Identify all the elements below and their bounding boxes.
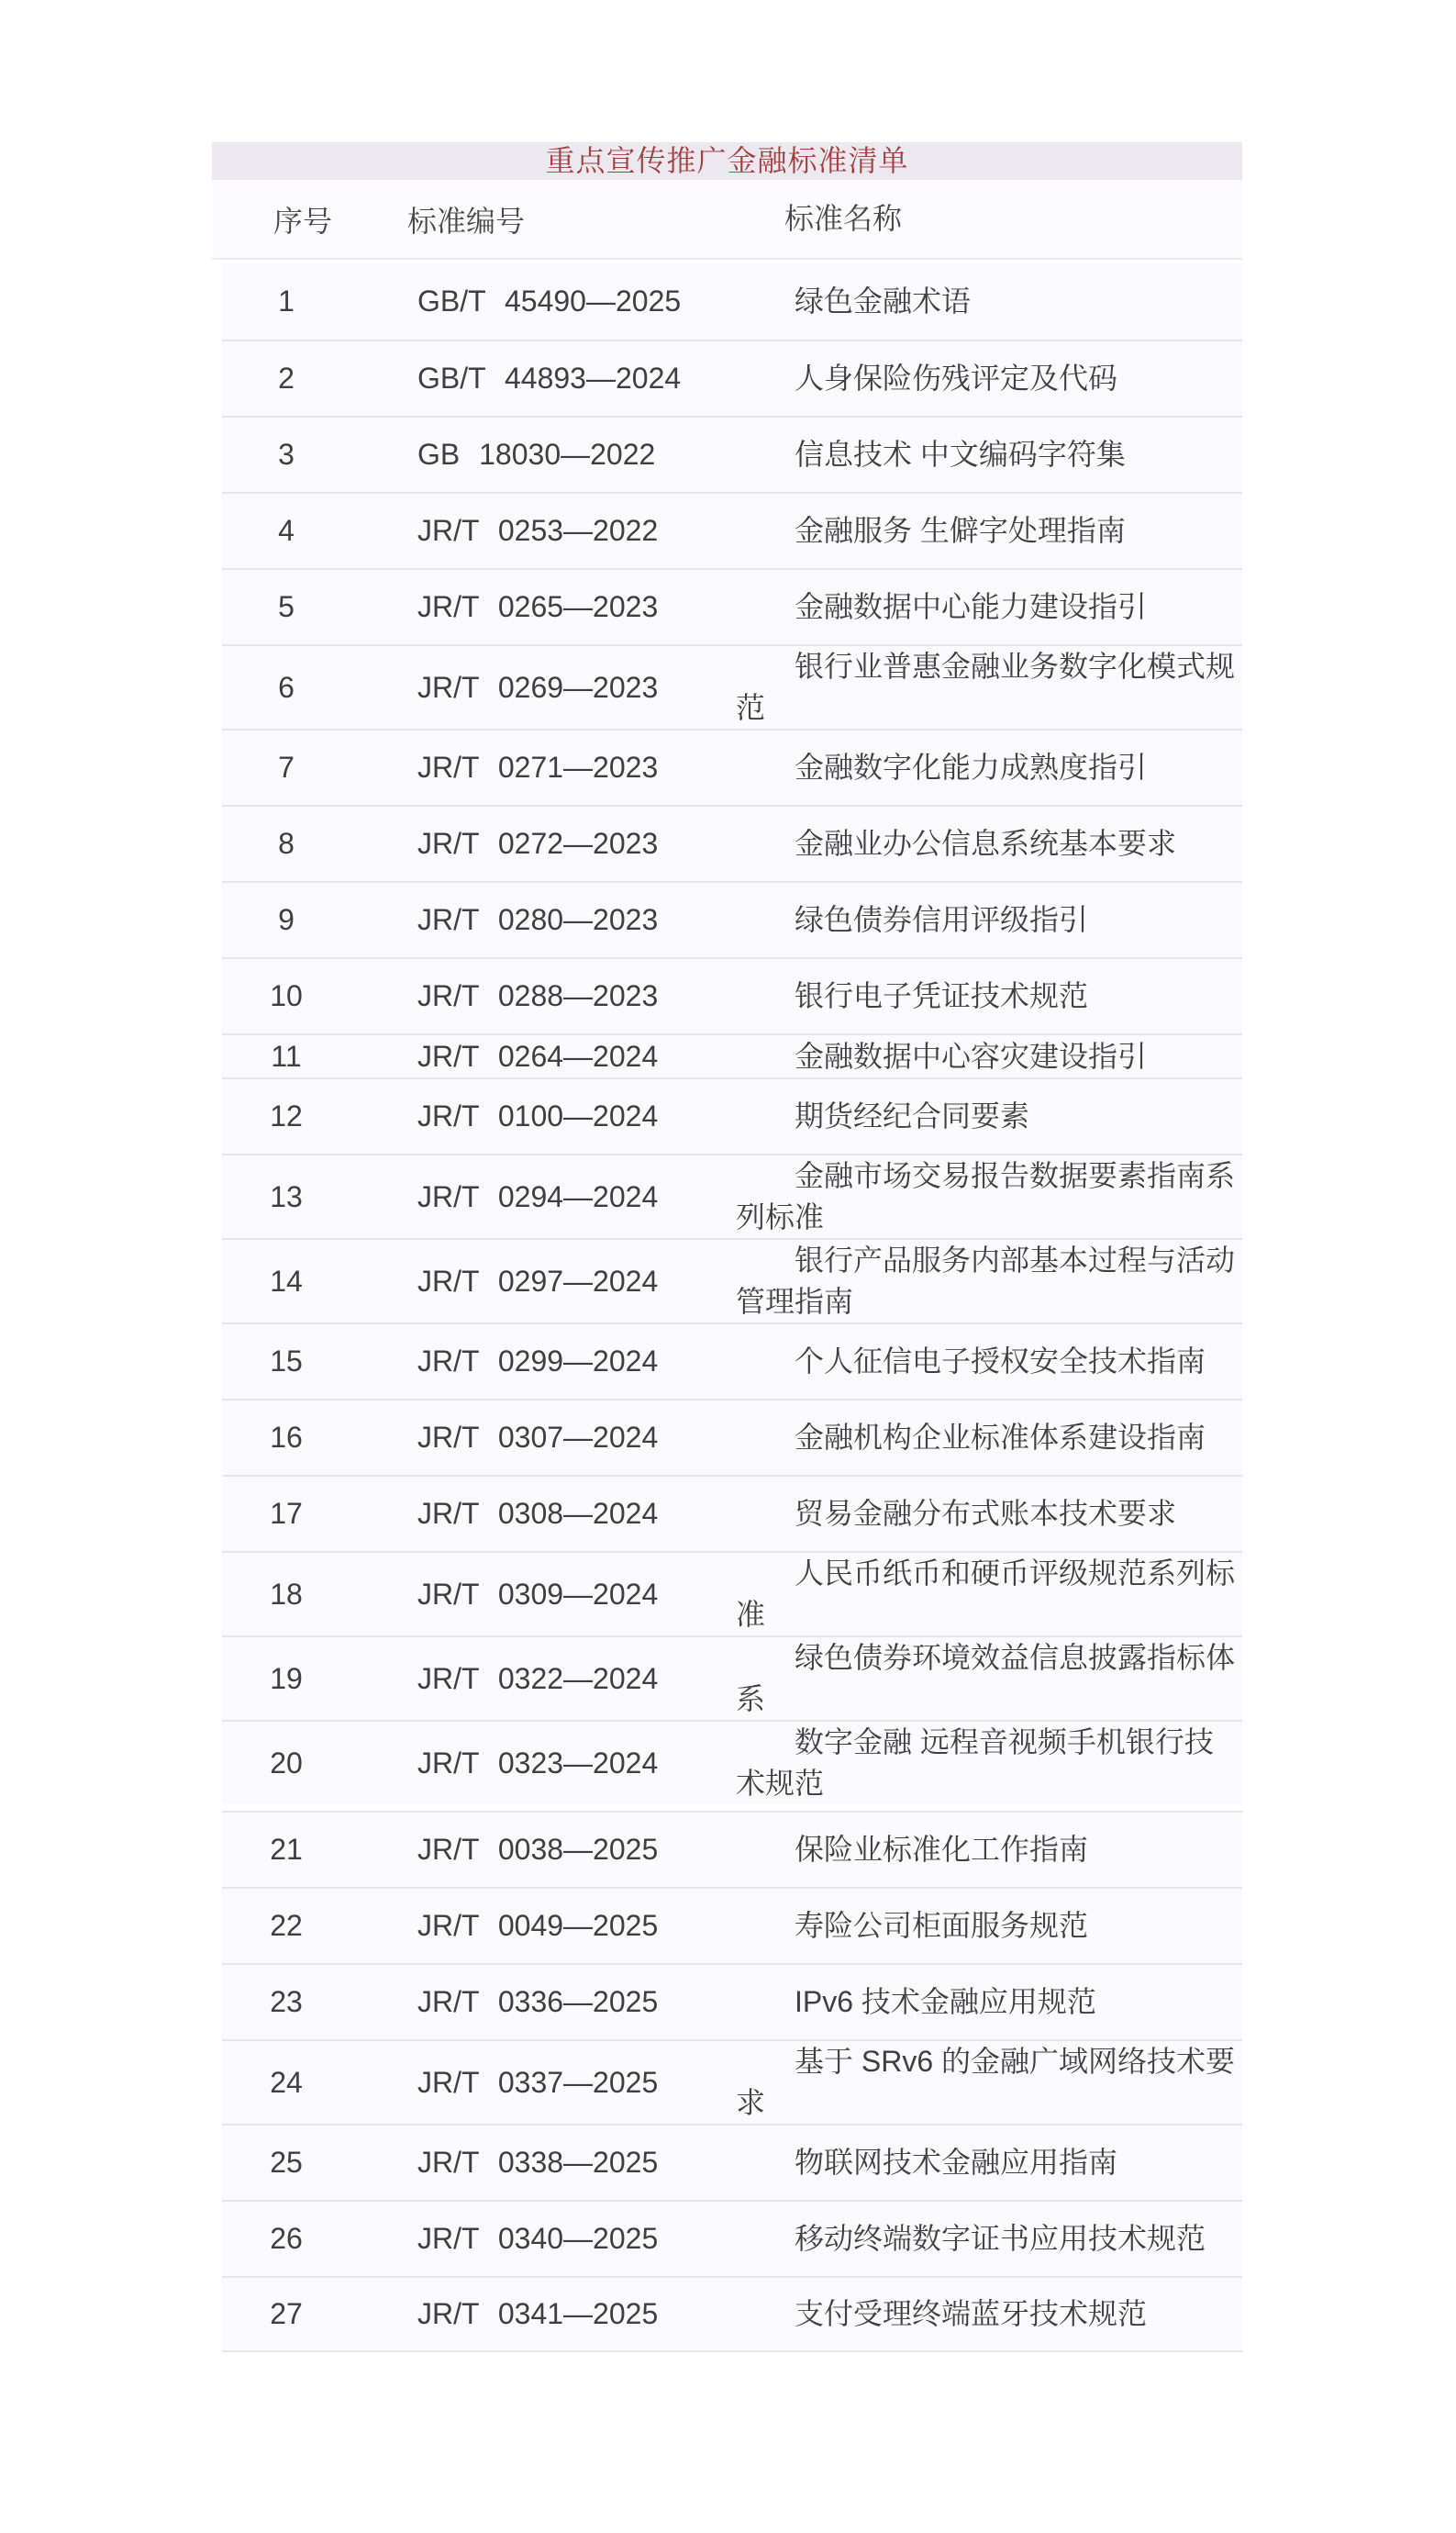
table-row: [222, 1963, 1242, 2039]
row-code-cell: JR/T 0297—2024: [417, 1264, 659, 1298]
row-name-cell: 移动终端数字证书应用技术规范: [795, 2222, 1206, 2255]
row-code-cell: JR/T 0049—2025: [417, 1909, 659, 1942]
row-index-cell: 27: [270, 2297, 303, 2330]
row-index-cell: 23: [270, 1985, 303, 2018]
row-code-cell: JR/T 0309—2024: [417, 1577, 659, 1611]
row-code-cell: JR/T 0265—2023: [417, 590, 659, 623]
row-name-cell: 金融市场交易报告数据要素指南系列标准: [736, 1159, 1236, 1233]
row-name-cell: 寿险公司柜面服务规范: [795, 1909, 1089, 1942]
row-name-cell: 信息技术 中文编码字符集: [795, 438, 1126, 471]
row-name-cell: 物联网技术金融应用指南: [795, 2146, 1118, 2179]
row-name-cell: 个人征信电子授权安全技术指南: [795, 1345, 1206, 1378]
row-index-cell: 19: [270, 1661, 303, 1695]
row-index-cell: 12: [270, 1099, 303, 1133]
row-name-cell: 人身保险伤残评定及代码: [795, 362, 1118, 395]
row-index-cell: 9: [278, 903, 295, 936]
row-code-cell: GB/T 45490—2025: [417, 285, 682, 318]
row-code-cell: GB 18030—2022: [417, 438, 656, 471]
row-index-cell: 14: [270, 1264, 303, 1298]
row-code-cell: JR/T 0338—2025: [417, 2146, 659, 2179]
table-row: [222, 1033, 1242, 1077]
row-code-cell: JR/T 0038—2025: [417, 1833, 659, 1866]
table-header-row: [212, 180, 1242, 260]
row-code-cell: JR/T 0308—2024: [417, 1497, 659, 1530]
table-row: [222, 1720, 1242, 1804]
row-index-cell: 26: [270, 2222, 303, 2255]
row-name-cell: 绿色金融术语: [795, 285, 972, 318]
table-row: [222, 957, 1242, 1033]
row-name-cell: 数字金融 远程音视频手机银行技术规范: [736, 1725, 1214, 1800]
column-header-name: 标准名称: [784, 202, 903, 235]
table-row: [222, 2039, 1242, 2124]
row-index-cell: 2: [278, 362, 295, 395]
row-name-cell: 贸易金融分布式账本技术要求: [795, 1497, 1177, 1530]
row-code-cell: JR/T 0322—2024: [417, 1661, 659, 1695]
column-header-code: 标准编号: [407, 204, 526, 238]
row-code-cell: JR/T 0271—2023: [417, 751, 659, 784]
table-row: [222, 1399, 1242, 1475]
row-name-cell: 银行产品服务内部基本过程与活动管理指南: [736, 1244, 1236, 1318]
table-row: [222, 1475, 1242, 1551]
row-name-cell: 金融数据中心容灾建设指引: [795, 1039, 1148, 1073]
row-code-cell: JR/T 0340—2025: [417, 2222, 659, 2255]
table-row: [222, 2200, 1242, 2276]
table-row: [222, 568, 1242, 644]
table-row: [222, 1811, 1242, 1887]
table-row: [222, 416, 1242, 492]
row-name-cell: 绿色债券信用评级指引: [795, 903, 1089, 936]
row-index-cell: 25: [270, 2146, 303, 2179]
row-index-cell: 22: [270, 1909, 303, 1942]
row-code-cell: JR/T 0299—2024: [417, 1345, 659, 1378]
row-code-cell: JR/T 0100—2024: [417, 1099, 659, 1133]
row-index-cell: 1: [278, 285, 295, 318]
row-index-cell: 10: [270, 979, 303, 1012]
row-index-cell: 24: [270, 2065, 303, 2099]
row-index-cell: 20: [270, 1746, 303, 1780]
table-row: [222, 1154, 1242, 1238]
table-title-bar: [212, 142, 1242, 180]
table-row: [222, 805, 1242, 881]
row-index-cell: 13: [270, 1179, 303, 1213]
row-index-cell: 18: [270, 1577, 303, 1611]
column-header-index: 序号: [273, 204, 333, 238]
row-code-cell: JR/T 0336—2025: [417, 1985, 659, 2018]
row-code-cell: JR/T 0323—2024: [417, 1746, 659, 1780]
table-row: [222, 2276, 1242, 2352]
row-name-cell: 基于 SRv6 的金融广域网络技术要求: [736, 2045, 1236, 2119]
table-title: 重点宣传推广金融标准清单: [545, 144, 909, 177]
row-name-cell: 绿色债券环境效益信息披露指标体系: [736, 1641, 1236, 1715]
table-row: [222, 644, 1242, 729]
row-code-cell: JR/T 0264—2024: [417, 1039, 659, 1073]
row-name-cell: 金融业办公信息系统基本要求: [795, 827, 1177, 860]
row-name-cell: 银行业普惠金融业务数字化模式规范: [736, 650, 1236, 724]
row-code-cell: JR/T 0341—2025: [417, 2297, 659, 2330]
row-name-cell: 保险业标准化工作指南: [795, 1833, 1089, 1866]
row-index-cell: 8: [278, 827, 295, 860]
row-index-cell: 21: [270, 1833, 303, 1866]
row-name-cell: 金融服务 生僻字处理指南: [795, 514, 1126, 547]
row-index-cell: 16: [270, 1421, 303, 1454]
row-code-cell: JR/T 0269—2023: [417, 670, 659, 704]
row-code-cell: JR/T 0272—2023: [417, 827, 659, 860]
row-index-cell: 17: [270, 1497, 303, 1530]
row-name-cell: 支付受理终端蓝牙技术规范: [795, 2297, 1148, 2330]
standards-table: [212, 142, 1242, 2352]
row-code-cell: JR/T 0253—2022: [417, 514, 659, 547]
table-row: [222, 1238, 1242, 1322]
row-name-cell: 银行电子凭证技术规范: [795, 979, 1089, 1012]
row-code-cell: JR/T 0294—2024: [417, 1179, 659, 1213]
table-row: [222, 263, 1242, 340]
row-index-cell: 7: [278, 751, 295, 784]
table-body: [212, 263, 1242, 2352]
row-index-cell: 15: [270, 1345, 303, 1378]
row-code-cell: JR/T 0307—2024: [417, 1421, 659, 1454]
row-index-cell: 6: [278, 670, 295, 704]
table-row: [222, 340, 1242, 416]
table-row: [222, 1551, 1242, 1635]
table-row: [222, 1322, 1242, 1399]
table-row: [222, 1077, 1242, 1154]
row-code-cell: JR/T 0288—2023: [417, 979, 659, 1012]
row-name-cell: 人民币纸币和硬币评级规范系列标准: [736, 1557, 1236, 1631]
table-row: [222, 2124, 1242, 2200]
row-code-cell: JR/T 0337—2025: [417, 2065, 659, 2099]
table-row: [222, 492, 1242, 568]
row-index-cell: 5: [278, 590, 295, 623]
row-code-cell: JR/T 0280—2023: [417, 903, 659, 936]
row-index-cell: 4: [278, 514, 295, 547]
row-index-cell: 11: [271, 1039, 302, 1073]
row-name-cell: 期货经纪合同要素: [795, 1099, 1030, 1133]
row-name-cell: 金融数字化能力成熟度指引: [795, 751, 1148, 784]
table-row: [222, 1887, 1242, 1963]
table-row: [222, 881, 1242, 957]
row-code-cell: GB/T 44893—2024: [417, 362, 682, 395]
row-index-cell: 3: [278, 438, 295, 471]
row-name-cell: 金融数据中心能力建设指引: [795, 590, 1148, 623]
row-name-cell: IPv6 技术金融应用规范: [795, 1985, 1096, 2018]
row-name-cell: 金融机构企业标准体系建设指南: [795, 1421, 1206, 1454]
table-row: [222, 1635, 1242, 1720]
table-row: [222, 729, 1242, 805]
